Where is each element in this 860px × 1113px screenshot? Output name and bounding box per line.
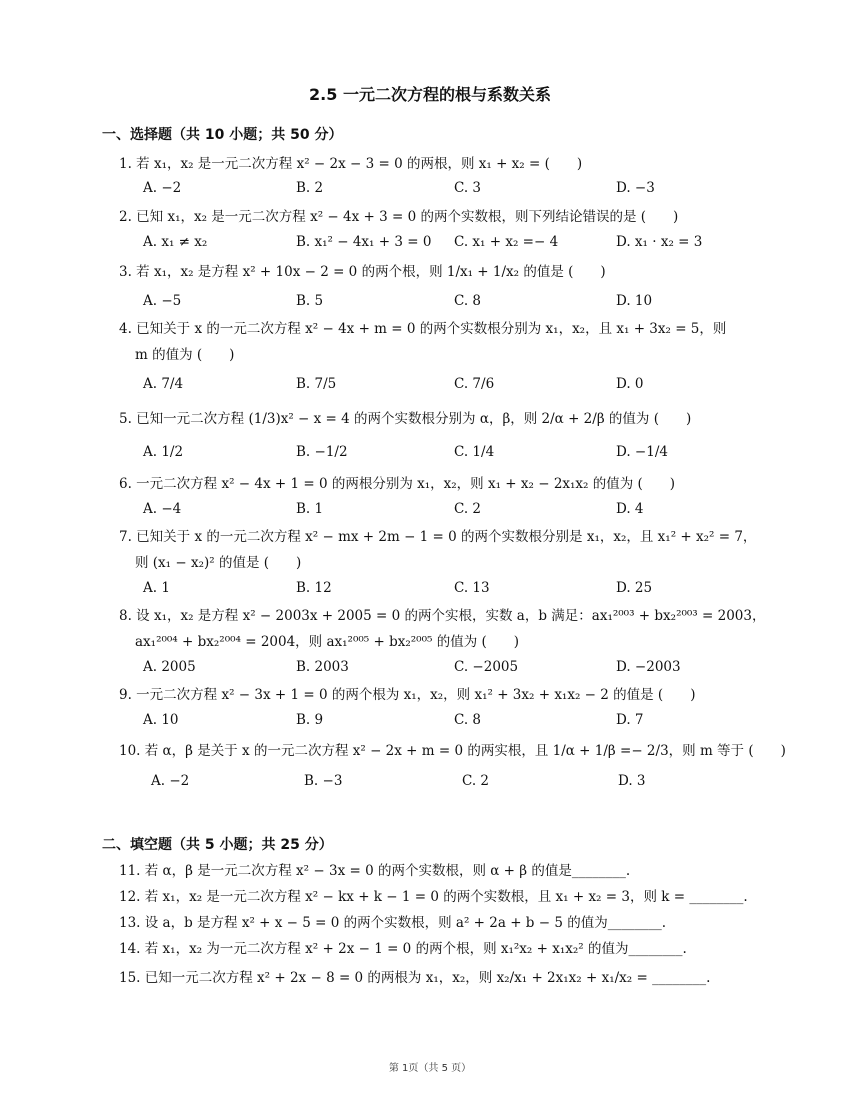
option-d: D. 4 xyxy=(616,501,644,517)
option-b: B. −3 xyxy=(304,773,343,789)
question-2-stem: 2. 已知 x₁，x₂ 是一元二次方程 x² − 4x + 3 = 0 的两个实数根，则下列结论错误的是 ( ) xyxy=(119,209,679,225)
question-7-stem: 7. 已知关于 x 的一元二次方程 x² − mx + 2m − 1 = 0 的两个实数根分别是 x₁，x₂，且 x₁² + x₂² = 7， xyxy=(119,529,757,545)
question-4-stem: 4. 已知关于 x 的一元二次方程 x² − 4x + m = 0 的两个实数根分别为 x₁，x₂，且 x₁ + 3x₂ = 5，则 xyxy=(119,321,727,337)
option-b: B. 2003 xyxy=(296,659,349,675)
option-b: B. 1 xyxy=(296,501,324,517)
option-c: C. 8 xyxy=(454,293,482,309)
question-8-stem-continued: ax₁²⁰⁰⁴ + bx₂²⁰⁰⁴ = 2004，则 ax₁²⁰⁰⁵ + bx₂²⁰⁰⁵ 的值为 ( ) xyxy=(135,634,520,650)
option-b: B. 9 xyxy=(296,712,324,728)
option-b: B. 12 xyxy=(296,580,332,596)
question-1-stem: 1. 若 x₁，x₂ 是一元二次方程 x² − 2x − 3 = 0 的两根，则 x₁ + x₂ = ( ) xyxy=(119,156,583,172)
question-10-stem: 10. 若 α，β 是关于 x 的一元二次方程 x² − 2x + m = 0 的两实根，且 1/α + 1/β =− 2/3，则 m 等于 ( ) xyxy=(119,743,786,759)
option-c: C. −2005 xyxy=(454,659,519,675)
option-c: C. 1/4 xyxy=(454,444,495,460)
option-d: D. 0 xyxy=(616,376,644,392)
question-5-stem: 5. 已知一元二次方程 (1/3)x² − x = 4 的两个实数根分别为 α，β，则 2/α + 2/β 的值为 ( ) xyxy=(119,411,692,427)
option-b: B. 7/5 xyxy=(296,376,337,392)
option-c: C. 13 xyxy=(454,580,490,596)
option-a: A. −2 xyxy=(143,180,182,196)
option-c: C. 8 xyxy=(454,712,482,728)
fill-question-15: 15. 已知一元二次方程 x² + 2x − 8 = 0 的两根为 x₁，x₂，则 x₂/x₁ + 2x₁x₂ + x₁/x₂ = ________. xyxy=(119,970,711,986)
fill-question-14: 14. 若 x₁，x₂ 为一元二次方程 x² + 2x − 1 = 0 的两个根，则 x₁²x₂ + x₁x₂² 的值为________. xyxy=(119,941,687,957)
question-9-stem: 9. 一元二次方程 x² − 3x + 1 = 0 的两个根为 x₁，x₂，则 x₁² + 3x₂ + x₁x₂ − 2 的值是 ( ) xyxy=(119,687,696,703)
option-b: B. 2 xyxy=(296,180,324,196)
option-d: D. −2003 xyxy=(616,659,681,675)
fill-question-13: 13. 设 a，b 是方程 x² + x − 5 = 0 的两个实数根，则 a² + 2a + b − 5 的值为________. xyxy=(119,915,666,931)
option-a: A. 2005 xyxy=(143,659,196,675)
question-6-stem: 6. 一元二次方程 x² − 4x + 1 = 0 的两根分别为 x₁，x₂，则 x₁ + x₂ − 2x₁x₂ 的值为 ( ) xyxy=(119,476,676,492)
option-a: A. −2 xyxy=(151,773,190,789)
option-b: B. −1/2 xyxy=(296,444,348,460)
option-c: C. x₁ + x₂ =− 4 xyxy=(454,234,559,250)
section-heading-fill: 二、填空题（共 5 小题；共 25 分） xyxy=(102,837,333,853)
option-c: C. 2 xyxy=(462,773,490,789)
option-c: C. 7/6 xyxy=(454,376,495,392)
option-a: A. −4 xyxy=(143,501,182,517)
option-a: A. x₁ ≠ x₂ xyxy=(143,234,208,250)
option-d: D. −1/4 xyxy=(616,444,668,460)
question-3-stem: 3. 若 x₁，x₂ 是方程 x² + 10x − 2 = 0 的两个根，则 1/x₁ + 1/x₂ 的值是 ( ) xyxy=(119,264,606,280)
question-4-stem-continued: m 的值为 ( ) xyxy=(135,347,235,363)
option-d: D. 25 xyxy=(616,580,653,596)
option-a: A. 1 xyxy=(143,580,170,596)
option-a: A. −5 xyxy=(143,293,182,309)
question-7-stem-continued: 则 (x₁ − x₂)² 的值是 ( ) xyxy=(135,555,302,571)
option-a: A. 10 xyxy=(143,712,179,728)
question-8-stem: 8. 设 x₁，x₂ 是方程 x² − 2003x + 2005 = 0 的两个实根，实数 a，b 满足：ax₁²⁰⁰³ + bx₂²⁰⁰³ = 2003， xyxy=(119,608,766,624)
page-title: 2.5 一元二次方程的根与系数关系 xyxy=(309,85,551,104)
option-d: D. −3 xyxy=(616,180,655,196)
option-c: C. 3 xyxy=(454,180,482,196)
option-b: B. x₁² − 4x₁ + 3 = 0 xyxy=(296,234,432,250)
fill-question-11: 11. 若 α，β 是一元二次方程 x² − 3x = 0 的两个实数根，则 α + β 的值是________. xyxy=(119,863,631,879)
option-b: B. 5 xyxy=(296,293,324,309)
fill-question-12: 12. 若 x₁，x₂ 是一元二次方程 x² − kx + k − 1 = 0 的两个实数根，且 x₁ + x₂ = 3，则 k = ________. xyxy=(119,889,748,905)
page-footer: 第 1页（共 5 页） xyxy=(388,1063,472,1074)
option-c: C. 2 xyxy=(454,501,482,517)
option-d: D. 10 xyxy=(616,293,653,309)
option-d: D. 7 xyxy=(616,712,644,728)
option-a: A. 7/4 xyxy=(143,376,184,392)
option-d: D. 3 xyxy=(618,773,646,789)
option-d: D. x₁ · x₂ = 3 xyxy=(616,234,703,250)
section-heading-choice: 一、选择题（共 10 小题；共 50 分） xyxy=(102,127,343,143)
option-a: A. 1/2 xyxy=(143,444,184,460)
